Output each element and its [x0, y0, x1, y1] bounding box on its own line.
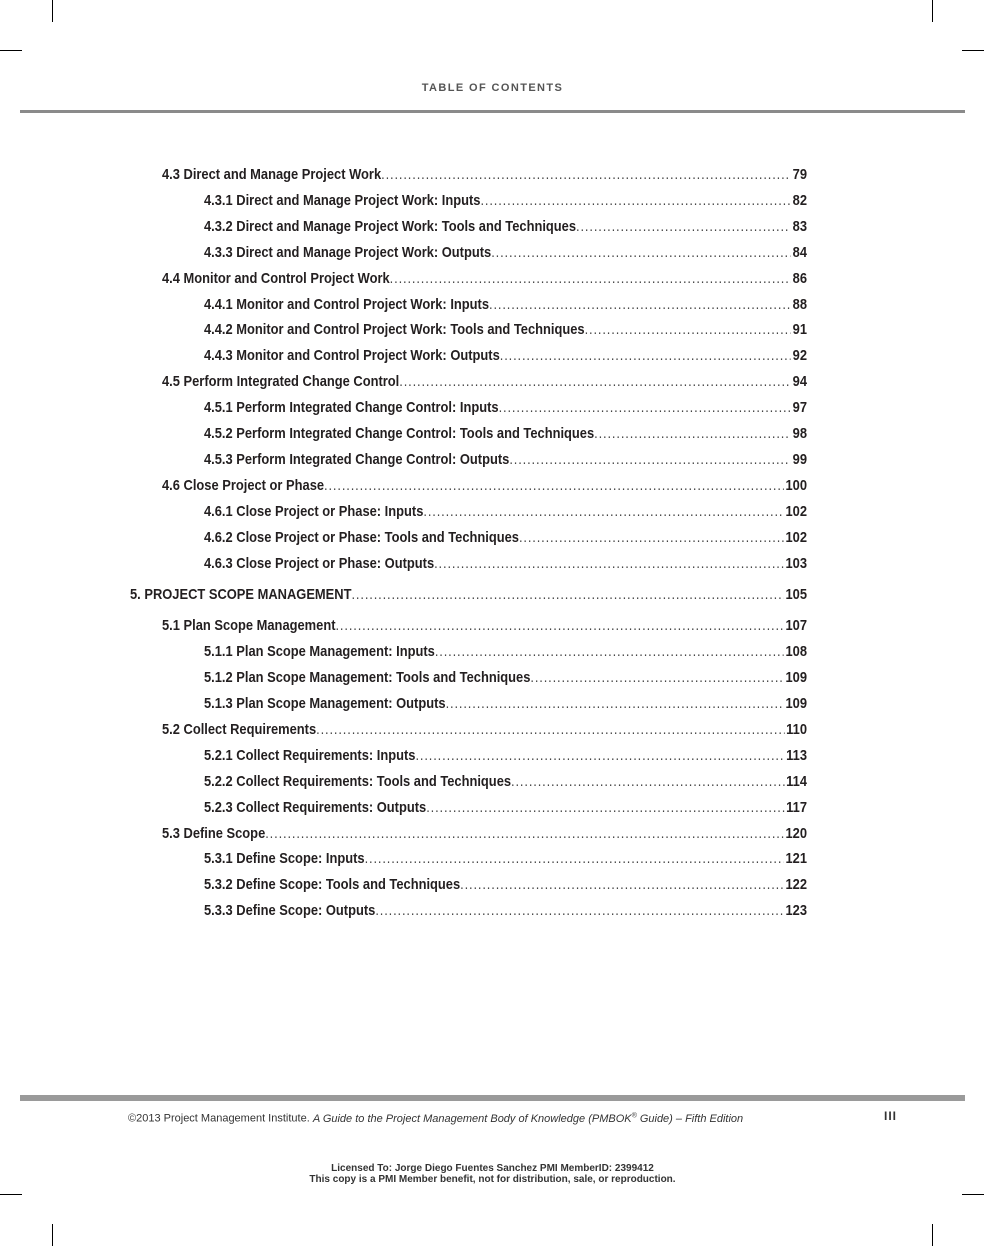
- toc-entry-title: 5.2.3 Collect Requirements: Outputs: [204, 798, 427, 816]
- dot-leader: [335, 617, 783, 634]
- dot-leader: [576, 218, 791, 235]
- license-notice: [0, 1163, 985, 1185]
- dot-leader: [530, 669, 783, 686]
- toc-entry-page: 123: [785, 902, 807, 920]
- toc-entry[interactable]: [204, 747, 807, 764]
- toc-entry-title: 5.1.2 Plan Scope Management: Tools and Techniques: [204, 669, 531, 687]
- toc-entry-title: 5.1 Plan Scope Management: [162, 617, 336, 635]
- crop-mark: [932, 0, 933, 22]
- toc-entry-title: 4.5.2 Perform Integrated Change Control: Tools and Techniques: [204, 425, 595, 442]
- dot-leader: [365, 850, 784, 867]
- toc-entry-page: 91: [792, 321, 807, 339]
- toc-entry-title: 4.3.2 Direct and Manage Project Work: Tools and Techniques: [204, 217, 577, 235]
- toc-entry[interactable]: [162, 270, 807, 287]
- toc-entry-title: 4.6.2 Close Project or Phase: Tools and Techniques: [204, 528, 519, 546]
- license-line-1: Licensed To: Jorge Diego Fuentes Sanchez PMI MemberID: 2399412: [331, 1163, 654, 1174]
- toc-entry[interactable]: [204, 296, 807, 313]
- dot-leader: [316, 721, 784, 738]
- toc-entry-title: 5. PROJECT SCOPE MANAGEMENT: [130, 586, 352, 604]
- dot-leader: [351, 586, 783, 603]
- toc-entry[interactable]: [204, 902, 807, 919]
- crop-mark: [962, 1194, 984, 1195]
- dot-leader: [423, 503, 783, 520]
- toc-entry-page: 83: [792, 217, 807, 235]
- toc-entry-title: 4.3.1 Direct and Manage Project Work: Inputs: [204, 191, 481, 209]
- dot-leader: [594, 425, 791, 442]
- toc-entry-page: 109: [785, 669, 807, 687]
- toc-entry-title: 5.3 Define Scope: [162, 824, 266, 842]
- dot-leader: [390, 270, 791, 287]
- toc-entry-title: 4.5 Perform Integrated Change Control: [162, 373, 400, 391]
- toc-entry-page: 99: [792, 450, 807, 468]
- toc-entry-page: 79: [792, 166, 807, 183]
- toc-entry[interactable]: [204, 799, 807, 816]
- dot-leader: [446, 695, 784, 712]
- toc-entry[interactable]: [204, 555, 807, 572]
- copyright-text: ©2013 Project Management Institute.: [128, 1112, 310, 1125]
- toc-entry-page: 117: [786, 798, 807, 816]
- toc-entry[interactable]: [204, 451, 807, 468]
- toc-entry[interactable]: [204, 529, 807, 546]
- dot-leader: [435, 643, 784, 660]
- toc-entry-page: 108: [785, 643, 807, 661]
- toc-entry[interactable]: [130, 586, 807, 603]
- toc-entry[interactable]: [204, 244, 807, 261]
- toc-entry[interactable]: [162, 477, 807, 494]
- toc-entry-title: 5.3.2 Define Scope: Tools and Techniques: [204, 876, 461, 894]
- toc-entry-title: 5.2.1 Collect Requirements: Inputs: [204, 746, 416, 764]
- toc-entry[interactable]: [162, 373, 807, 390]
- dot-leader: [415, 747, 784, 764]
- toc-entry-page: 110: [786, 720, 807, 738]
- toc-entry-page: 92: [792, 347, 807, 365]
- toc-entry-page: 120: [785, 824, 807, 842]
- toc-entry-title: 5.1.3 Plan Scope Management: Outputs: [204, 695, 446, 712]
- toc-entry[interactable]: [162, 617, 807, 634]
- toc-entry[interactable]: [162, 721, 807, 738]
- crop-mark: [962, 50, 984, 51]
- toc-entry-page: 97: [792, 399, 807, 417]
- toc-entry[interactable]: [204, 503, 807, 520]
- dot-leader: [511, 773, 784, 790]
- toc-entry[interactable]: [204, 321, 807, 338]
- crop-mark: [0, 1194, 22, 1195]
- toc-entry-title: 4.4 Monitor and Control Project Work: [162, 269, 390, 287]
- dot-leader: [375, 902, 783, 919]
- dot-leader: [491, 244, 791, 261]
- toc-entry[interactable]: [162, 825, 807, 842]
- toc-entry-title: 5.2 Collect Requirements: [162, 720, 317, 738]
- crop-mark: [52, 0, 53, 22]
- toc-entry-page: 105: [785, 586, 807, 604]
- toc-entry-title: 4.4.2 Monitor and Control Project Work: Tools and Techniques: [204, 321, 585, 339]
- dot-leader: [324, 477, 784, 494]
- toc-entry-page: 98: [792, 425, 807, 442]
- toc-entry-title: 4.6 Close Project or Phase: [162, 476, 325, 494]
- toc-entry[interactable]: [204, 347, 807, 364]
- book-title: A Guide to the Project Management Body of Knowledge (PMBOK® Guide) – Fifth Edition: [312, 1112, 744, 1125]
- crop-mark: [932, 1224, 933, 1246]
- toc-entry-page: 102: [785, 528, 807, 546]
- dot-leader: [500, 347, 791, 364]
- toc-entry-title: 4.5.1 Perform Integrated Change Control: Inputs: [204, 399, 499, 417]
- header-rule: [20, 110, 965, 113]
- toc-entry-page: 122: [785, 876, 807, 894]
- toc-entry-page: 121: [785, 850, 807, 868]
- dot-leader: [509, 451, 791, 468]
- toc-entry-title: 4.4.1 Monitor and Control Project Work: Inputs: [204, 295, 490, 313]
- toc-entry-page: 94: [792, 373, 807, 391]
- dot-leader: [460, 876, 784, 893]
- dot-leader: [489, 296, 791, 313]
- toc-entry[interactable]: [204, 876, 807, 893]
- dot-leader: [519, 529, 784, 546]
- toc-entry[interactable]: [162, 166, 807, 183]
- footer-rule: [20, 1095, 965, 1101]
- dot-leader: [399, 373, 791, 390]
- toc-entry-title: 4.3 Direct and Manage Project Work: [162, 166, 382, 183]
- toc-entry[interactable]: [204, 669, 807, 686]
- dot-leader: [434, 555, 784, 572]
- toc-entry-page: 103: [785, 554, 807, 572]
- toc-entry-title: 4.3.3 Direct and Manage Project Work: Outputs: [204, 243, 492, 261]
- toc-entry-title: 5.2.2 Collect Requirements: Tools and Techniques: [204, 772, 512, 790]
- toc-entry[interactable]: [204, 218, 807, 235]
- dot-leader: [499, 399, 791, 416]
- toc-entry[interactable]: [204, 399, 807, 416]
- toc-entry-page: 82: [792, 191, 807, 209]
- license-line-2: This copy is a PMI Member benefit, not for distribution, sale, or reproduction.: [309, 1174, 676, 1185]
- toc-entry-title: 5.3.3 Define Scope: Outputs: [204, 902, 376, 920]
- toc-entry-page: 84: [792, 243, 807, 261]
- toc-entry-page: 102: [785, 502, 807, 520]
- toc-entry-page: 113: [786, 746, 807, 764]
- toc-entry-page: 114: [786, 772, 807, 790]
- dot-leader: [265, 825, 784, 842]
- toc-entry-title: 5.3.1 Define Scope: Inputs: [204, 850, 365, 868]
- toc-entry[interactable]: [204, 850, 807, 867]
- dot-leader: [585, 321, 791, 338]
- dot-leader: [426, 799, 784, 816]
- footer-copyright: [128, 1112, 743, 1125]
- dot-leader: [381, 166, 791, 183]
- toc-entry[interactable]: [204, 643, 807, 660]
- toc-entry[interactable]: [204, 695, 807, 712]
- toc-entry[interactable]: [204, 773, 807, 790]
- toc-entry-page: 109: [785, 695, 807, 712]
- page-number: III: [884, 1109, 898, 1123]
- crop-mark: [0, 50, 22, 51]
- toc-entry-title: 4.4.3 Monitor and Control Project Work: Outputs: [204, 347, 500, 365]
- toc-entry-title: 5.1.1 Plan Scope Management: Inputs: [204, 643, 435, 661]
- dot-leader: [480, 192, 790, 209]
- toc-entry-title: 4.6.1 Close Project or Phase: Inputs: [204, 502, 424, 520]
- toc-entry-title: 4.6.3 Close Project or Phase: Outputs: [204, 554, 435, 572]
- toc-entry-page: 100: [785, 476, 807, 494]
- toc-entry-page: 86: [792, 269, 807, 287]
- toc-entry[interactable]: [204, 192, 807, 209]
- toc-entry[interactable]: [204, 425, 807, 442]
- toc-entry-title: 4.5.3 Perform Integrated Change Control: Outputs: [204, 450, 510, 468]
- page-header-title: TABLE OF CONTENTS: [421, 82, 564, 94]
- toc-entry-page: 107: [785, 617, 807, 635]
- toc-entry-page: 88: [792, 295, 807, 313]
- crop-mark: [52, 1224, 53, 1246]
